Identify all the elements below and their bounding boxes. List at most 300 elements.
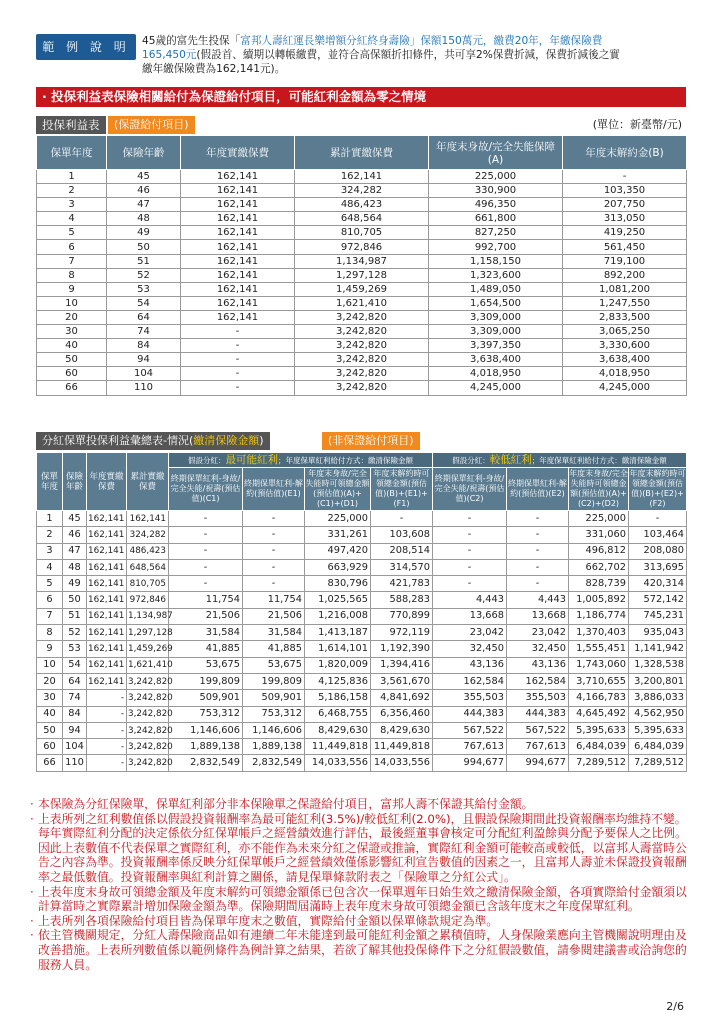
table-cell: 1,297,128 (295, 268, 429, 282)
table-cell: 486,423 (295, 198, 429, 212)
table-cell: 4 (37, 559, 63, 575)
table-cell: 104 (63, 739, 87, 755)
scenario-banner: · 投保利益表保險相關給付為保證給付項目，可能紅利金額為零之情境 (36, 87, 686, 107)
table-cell: 64 (63, 673, 87, 689)
table-row (37, 527, 687, 543)
table-cell: 4 (37, 212, 107, 226)
col-header-cumulative-premium: 累計實繳保費 (127, 453, 169, 511)
dividend-title-a: 分紅保單投保利益彙總表-情況( (42, 434, 194, 447)
table-cell: 1,134,987 (127, 608, 169, 624)
table-cell: 567,522 (433, 722, 507, 738)
table-cell: 355,503 (433, 690, 507, 706)
example-product-name: 富邦人壽紅運長樂增額分紅終身壽險 (240, 35, 410, 47)
table-cell: 1,146,606 (169, 722, 243, 738)
col-header-surrender-value: 年度末解約金(B) (563, 136, 687, 170)
table-cell: 3,242,820 (295, 310, 429, 324)
table-cell: 84 (63, 706, 87, 722)
table-cell: 54 (63, 657, 87, 673)
group2-prefix: 假設分紅： (452, 455, 490, 465)
table-cell: 53,675 (169, 657, 243, 673)
table-cell: 3,242,820 (127, 706, 169, 722)
table-cell: 32,450 (433, 641, 507, 657)
table-cell: 40 (37, 339, 107, 353)
table-cell: 496,812 (569, 543, 629, 559)
table-cell: 6,484,039 (569, 739, 629, 755)
table-cell: 162,141 (181, 254, 295, 268)
note-item: · 上表所列各項保險給付項目皆為保單年度末之數值，實際給付金額以保單條款規定為準。 (30, 914, 692, 929)
table-cell: 162,141 (181, 198, 295, 212)
table-cell: 828,739 (569, 576, 629, 592)
example-line1-b: 」保額150萬元，繳費20年，年繳保險費 (409, 35, 603, 47)
table-row (37, 690, 687, 706)
table-cell: 31,584 (243, 625, 305, 641)
table-cell: 648,564 (127, 559, 169, 575)
table-cell: 561,450 (563, 240, 687, 254)
table-cell: - (87, 722, 127, 738)
table-cell: - (433, 527, 507, 543)
col-header-f2-total: 年度末解約時可領總金額(預估值)(B)+(E2)+(F2) (629, 468, 687, 511)
table-cell: 3,242,820 (127, 673, 169, 689)
table-cell: 355,503 (507, 690, 569, 706)
table-row (37, 310, 687, 324)
table-cell: 1,323,600 (429, 268, 563, 282)
table-row (37, 608, 687, 624)
col-header-c2: 終期保單紅利-身故/完全失能/祝壽(預估值)(C2) (433, 468, 507, 511)
table-cell: - (243, 527, 305, 543)
table-cell: 162,141 (87, 641, 127, 657)
table-cell: 48 (107, 212, 181, 226)
table-cell: 3,200,801 (629, 673, 687, 689)
col-header-policy-year: 保單年度 (37, 136, 107, 170)
table-cell: 810,705 (295, 226, 429, 240)
table-cell: 74 (107, 325, 181, 339)
table-cell: 509,901 (169, 690, 243, 706)
table-cell: 162,141 (181, 184, 295, 198)
table-cell: 162,141 (181, 240, 295, 254)
table-cell: 4,443 (507, 592, 569, 608)
table-cell: 1,247,550 (563, 296, 687, 310)
table-cell: 994,677 (507, 755, 569, 771)
table-cell: 1,489,050 (429, 282, 563, 296)
benefit-table-header-row (37, 136, 687, 170)
disclaimer-notes (30, 797, 692, 972)
table-cell: 827,250 (429, 226, 563, 240)
table-cell: - (181, 353, 295, 367)
table-cell: - (169, 559, 243, 575)
table-cell: 11,754 (169, 592, 243, 608)
group1-suffix: ；年度保單紅利給付方式：繳清保險金額 (278, 455, 413, 465)
table-cell: 9 (37, 641, 63, 657)
table-cell: 162,584 (433, 673, 507, 689)
table-cell: - (243, 511, 305, 527)
table-cell: 11,754 (243, 592, 305, 608)
table-cell: 162,141 (87, 559, 127, 575)
table-cell: 47 (107, 198, 181, 212)
table-cell: - (87, 706, 127, 722)
table-cell: 1,614,101 (305, 641, 371, 657)
table-cell: - (169, 511, 243, 527)
col-header-cumulative-premium: 累計實繳保費 (295, 136, 429, 170)
table-cell: 45 (107, 170, 181, 184)
table-cell: 810,705 (127, 576, 169, 592)
table-cell: 31,584 (169, 625, 243, 641)
benefit-table-header (36, 116, 686, 134)
table-row (37, 511, 687, 527)
table-cell: 208,514 (371, 543, 433, 559)
table-row (37, 353, 687, 367)
table-cell: 509,901 (243, 690, 305, 706)
note-item: · 上表所列之紅利數值係以假設投資報酬率為最可能紅利(3.5%)/較低紅利(2.0%)，且假設保險期間此投資報酬率均維持不變。每年實際紅利分配的決定係依分紅保單帳戶之經營績效進行評估，最後經董事會核定可分配紅利盈餘與分配予要保人之比例。因此上表數值不代表保單之實際紅利，亦不能作為未來分紅之保證或推論，實際紅利金額可能較高或較低，以富邦人壽當時公告之內容為準。投資報酬率係反映分紅保單帳戶之經營績效僅係影響紅利宣告數值的因素之一，且富邦人壽並未保證投資報酬率之最低數值。投資報酬率與紅利計算之關係，請見保單條款附表之「保險單之分紅公式」。 (30, 812, 692, 885)
table-cell: 225,000 (429, 170, 563, 184)
table-cell: 162,141 (181, 212, 295, 226)
table-cell: 753,312 (243, 706, 305, 722)
col-header-annual-premium: 年度實繳保費 (181, 136, 295, 170)
col-header-d1-total: 年度末身故/完全失能時可領總金額(預估值)(A)+(C1)+(D1) (305, 468, 371, 511)
table-cell: 94 (63, 722, 87, 738)
table-cell: - (243, 543, 305, 559)
table-cell: 2,832,549 (243, 755, 305, 771)
table-cell: 32,450 (507, 641, 569, 657)
table-cell: 43,136 (433, 657, 507, 673)
table-row (37, 559, 687, 575)
table-cell: 8,429,630 (305, 722, 371, 738)
table-cell: 6 (37, 592, 63, 608)
table-cell: 162,141 (87, 608, 127, 624)
table-cell: 6 (37, 240, 107, 254)
table-cell: - (181, 367, 295, 381)
table-cell: 661,800 (429, 212, 563, 226)
benefit-table-title: 投保利益表 (36, 116, 106, 134)
table-row (37, 325, 687, 339)
table-cell: 225,000 (569, 511, 629, 527)
table-cell: 162,141 (181, 282, 295, 296)
table-cell: 162,141 (181, 310, 295, 324)
table-cell: 103,464 (629, 527, 687, 543)
table-cell: - (507, 527, 569, 543)
table-cell: 1,134,987 (295, 254, 429, 268)
table-cell: 199,809 (169, 673, 243, 689)
table-cell: 830,796 (305, 576, 371, 592)
col-header-f1-total: 年度末解約時可領總金額(預估值)(B)+(E1)+(F1) (371, 468, 433, 511)
table-cell: 420,314 (629, 576, 687, 592)
table-cell: 110 (63, 755, 87, 771)
group-header-likely-dividend (169, 453, 433, 468)
table-cell: - (507, 559, 569, 575)
table-cell: 8,429,630 (371, 722, 433, 738)
table-cell: 45 (63, 511, 87, 527)
group1-prefix: 假設分紅： (188, 455, 226, 465)
table-cell: - (169, 543, 243, 559)
col-header-annual-premium: 年度實繳保費 (87, 453, 127, 511)
table-cell: 60 (37, 367, 107, 381)
benefit-table-subtitle: (保證給付項目) (108, 116, 195, 134)
table-cell: 50 (107, 240, 181, 254)
table-row (37, 592, 687, 608)
table-cell: 162,141 (87, 511, 127, 527)
col-header-age: 保險年齡 (63, 453, 87, 511)
table-cell: 753,312 (169, 706, 243, 722)
table-cell: 103,608 (371, 527, 433, 543)
table-cell: 497,420 (305, 543, 371, 559)
example-line2-rest: (假設首、續期以轉帳繳費，並符合高保額折扣條件，共可享2%保費折減，保費折減後之實 (196, 49, 620, 61)
table-cell: 314,570 (371, 559, 433, 575)
table-cell: 419,250 (563, 226, 687, 240)
table-row (37, 240, 687, 254)
example-line3: 繳年繳保險費為162,141元)。 (142, 63, 286, 75)
table-cell: 972,119 (371, 625, 433, 641)
table-row (37, 184, 687, 198)
table-cell: 3,330,600 (563, 339, 687, 353)
table-cell: 663,929 (305, 559, 371, 575)
table-cell: - (433, 511, 507, 527)
table-cell: 4,562,950 (629, 706, 687, 722)
table-row (37, 254, 687, 268)
table-cell: 162,141 (87, 625, 127, 641)
table-cell: 444,383 (507, 706, 569, 722)
table-row (37, 706, 687, 722)
table-cell: - (433, 559, 507, 575)
table-cell: - (433, 576, 507, 592)
table-cell: 1,459,269 (295, 282, 429, 296)
example-line1-a: 45歲的富先生投保「 (142, 35, 241, 47)
group-header-lower-dividend (433, 453, 687, 468)
table-cell: 496,350 (429, 198, 563, 212)
table-cell: - (181, 325, 295, 339)
table-cell: 3,242,820 (127, 722, 169, 738)
table-cell: 4,166,783 (569, 690, 629, 706)
dividend-table-subtitle: (非保證給付項目) (322, 432, 420, 450)
table-cell: 162,584 (507, 673, 569, 689)
group2-highlight: 較低紅利 (489, 453, 532, 466)
table-row (37, 198, 687, 212)
example-description (142, 34, 702, 76)
table-row (37, 381, 687, 395)
table-cell: 313,050 (563, 212, 687, 226)
table-row (37, 739, 687, 755)
table-cell: 162,141 (87, 657, 127, 673)
table-cell: 53 (107, 282, 181, 296)
table-cell: 21,506 (169, 608, 243, 624)
table-cell: 50 (63, 592, 87, 608)
table-cell: 94 (107, 353, 181, 367)
table-cell: 3,242,820 (127, 739, 169, 755)
table-cell: 6,468,755 (305, 706, 371, 722)
col-header-age: 保險年齡 (107, 136, 181, 170)
table-cell: 1,654,500 (429, 296, 563, 310)
table-cell: 3 (37, 543, 63, 559)
table-cell: 3,242,820 (295, 353, 429, 367)
table-cell: - (243, 576, 305, 592)
note-item: · 依主管機關規定，分紅人壽保險商品如有連續二年未能達到最可能紅利金額之累積值時，人身保險業應向主管機關說明理由及改善措施。上表所列數值係以範例條件為例計算之結果，若欲了解其他投保條件下之分紅假設數值，請參閱建議書或洽詢您的服務人員。 (30, 928, 692, 972)
group2-suffix: ；年度保單紅利給付方式：繳清保險金額 (531, 455, 667, 465)
table-cell: 1,186,774 (569, 608, 629, 624)
table-cell: 10 (37, 296, 107, 310)
table-cell: 331,261 (305, 527, 371, 543)
table-cell: 14,033,556 (371, 755, 433, 771)
table-cell: 1 (37, 170, 107, 184)
table-cell: 49 (63, 576, 87, 592)
table-cell: 972,846 (127, 592, 169, 608)
dividend-table (36, 452, 687, 772)
table-cell: 8 (37, 268, 107, 282)
table-cell: 4,245,000 (429, 381, 563, 395)
table-cell: 1,394,416 (371, 657, 433, 673)
table-cell: 1,555,451 (569, 641, 629, 657)
table-cell: 588,283 (371, 592, 433, 608)
table-row (37, 641, 687, 657)
table-cell: 20 (37, 673, 63, 689)
table-cell: 10 (37, 657, 63, 673)
table-cell: 7,289,512 (629, 755, 687, 771)
table-cell: 51 (63, 608, 87, 624)
table-cell: 50 (37, 722, 63, 738)
table-cell: 5,395,633 (629, 722, 687, 738)
table-cell: 486,423 (127, 543, 169, 559)
table-cell: 2 (37, 184, 107, 198)
table-cell: - (507, 511, 569, 527)
table-cell: 162,141 (181, 170, 295, 184)
table-cell: 2,833,500 (563, 310, 687, 324)
table-row (37, 673, 687, 689)
table-cell: 5,186,158 (305, 690, 371, 706)
note-item: · 本保險為分紅保險單，保單紅利部分非本保險單之保證給付項目，富邦人壽不保證其給付金額。 (30, 797, 692, 812)
table-cell: 50 (37, 353, 107, 367)
table-cell: 767,613 (433, 739, 507, 755)
table-cell: 9 (37, 282, 107, 296)
example-badge: 範 例 說 明 (36, 34, 136, 60)
table-cell: 162,141 (181, 226, 295, 240)
table-cell: 1,141,942 (629, 641, 687, 657)
table-row (37, 170, 687, 184)
table-cell: 49 (107, 226, 181, 240)
table-row (37, 226, 687, 240)
table-cell: 1,216,008 (305, 608, 371, 624)
table-cell: 20 (37, 310, 107, 324)
table-cell: 84 (107, 339, 181, 353)
table-cell: 66 (37, 381, 107, 395)
table-cell: 46 (63, 527, 87, 543)
table-cell: 648,564 (295, 212, 429, 226)
table-cell: 47 (63, 543, 87, 559)
table-cell: 4,018,950 (429, 367, 563, 381)
table-cell: 46 (107, 184, 181, 198)
table-cell: - (507, 576, 569, 592)
group1-highlight: 最可能紅利 (225, 453, 278, 466)
table-cell: 1,081,200 (563, 282, 687, 296)
table-row (37, 367, 687, 381)
table-cell: 1,005,892 (569, 592, 629, 608)
table-cell: 1,158,150 (429, 254, 563, 268)
table-cell: 421,783 (371, 576, 433, 592)
table-cell: 1,192,390 (371, 641, 433, 657)
table-cell: - (87, 739, 127, 755)
table-cell: 162,141 (87, 576, 127, 592)
table-cell: - (87, 690, 127, 706)
table-cell: 162,141 (127, 511, 169, 527)
table-cell: 162,141 (87, 592, 127, 608)
table-cell: 719,100 (563, 254, 687, 268)
table-cell: 331,060 (569, 527, 629, 543)
table-cell: - (169, 527, 243, 543)
table-cell: 52 (63, 625, 87, 641)
table-cell: 8 (37, 625, 63, 641)
table-cell: 1,413,187 (305, 625, 371, 641)
table-cell: 767,613 (507, 739, 569, 755)
dividend-title-b: ) (259, 434, 264, 447)
table-cell: 162,141 (181, 296, 295, 310)
table-cell: 21,506 (243, 608, 305, 624)
col-header-e2: 終期保單紅利-解約(預估值)(E2) (507, 468, 569, 511)
table-cell: 572,142 (629, 592, 687, 608)
table-cell: 324,282 (127, 527, 169, 543)
table-cell: 54 (107, 296, 181, 310)
table-cell: 3,710,655 (569, 673, 629, 689)
table-cell: 1 (37, 511, 63, 527)
table-cell: 3,638,400 (429, 353, 563, 367)
table-cell: 225,000 (305, 511, 371, 527)
table-cell: 892,200 (563, 268, 687, 282)
table-cell: 1,025,565 (305, 592, 371, 608)
table-cell: 3,397,350 (429, 339, 563, 353)
table-cell: 199,809 (243, 673, 305, 689)
dividend-title-highlight: 繳清保險金額 (193, 434, 260, 447)
table-cell: 66 (37, 755, 63, 771)
table-cell: - (371, 511, 433, 527)
table-cell: 7 (37, 254, 107, 268)
table-cell: 1,621,410 (127, 657, 169, 673)
table-cell: 162,141 (87, 543, 127, 559)
table-cell: 994,677 (433, 755, 507, 771)
table-cell: 13,668 (507, 608, 569, 624)
table-cell: 162,141 (87, 673, 127, 689)
table-cell: 567,522 (507, 722, 569, 738)
table-cell: 324,282 (295, 184, 429, 198)
table-cell: 992,700 (429, 240, 563, 254)
col-header-policy-year: 保單年度 (37, 453, 63, 511)
table-cell: - (563, 170, 687, 184)
table-cell: 3,242,820 (127, 690, 169, 706)
table-cell: - (181, 339, 295, 353)
table-cell: 5 (37, 226, 107, 240)
table-cell: 5,395,633 (569, 722, 629, 738)
table-cell: - (507, 543, 569, 559)
table-cell: 207,750 (563, 198, 687, 212)
table-cell: 972,846 (295, 240, 429, 254)
table-cell: 110 (107, 381, 181, 395)
table-cell: 1,621,410 (295, 296, 429, 310)
table-cell: 935,043 (629, 625, 687, 641)
table-cell: 208,080 (629, 543, 687, 559)
table-cell: - (169, 576, 243, 592)
table-cell: 1,820,009 (305, 657, 371, 673)
table-cell: 3 (37, 198, 107, 212)
table-cell: 3,242,820 (295, 339, 429, 353)
table-cell: 53,675 (243, 657, 305, 673)
table-cell: 3,242,820 (295, 381, 429, 395)
table-row (37, 755, 687, 771)
example-premium: 165,450元 (142, 49, 197, 61)
table-cell: 48 (63, 559, 87, 575)
table-cell: 23,042 (433, 625, 507, 641)
table-cell: 3,309,000 (429, 325, 563, 339)
col-header-c1: 終期保單紅利-身故/完全失能/祝壽(預估值)(C1) (169, 468, 243, 511)
table-cell: 4,645,492 (569, 706, 629, 722)
table-cell: 3,242,820 (295, 367, 429, 381)
table-cell: 3,242,820 (295, 325, 429, 339)
dividend-group-header-row (37, 453, 687, 468)
table-cell: 30 (37, 690, 63, 706)
table-row (37, 268, 687, 282)
